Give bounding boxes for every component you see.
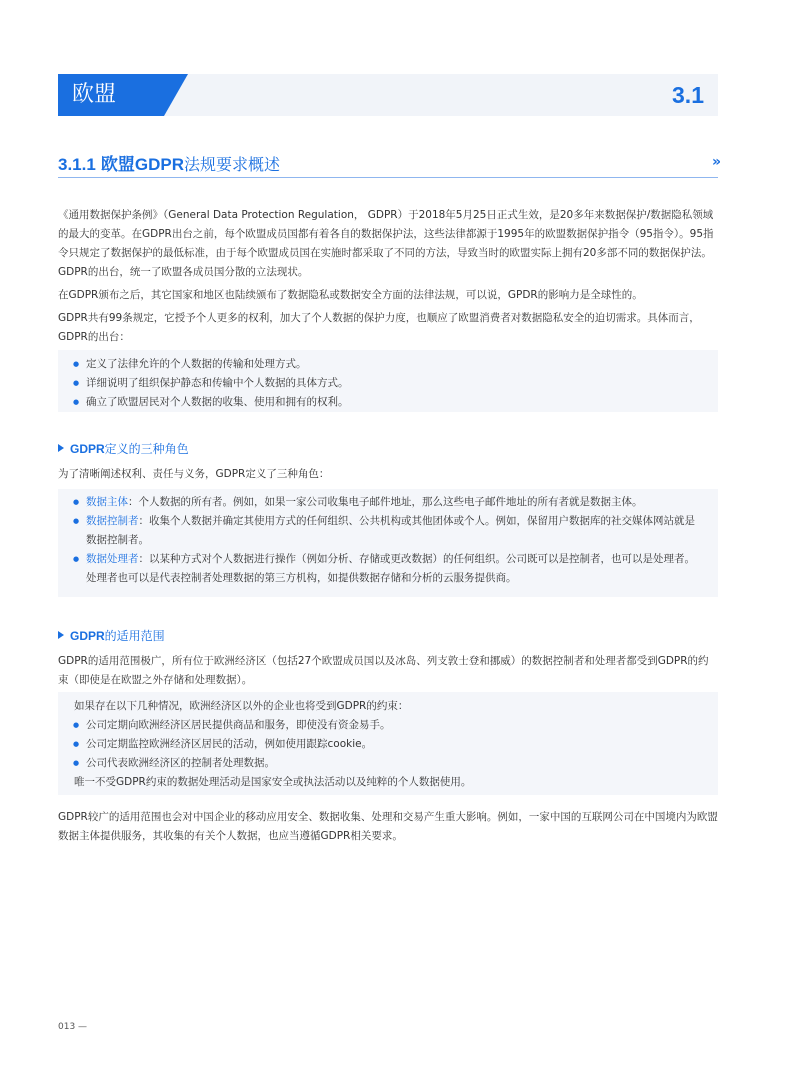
list-item: ● 详细说明了组织保护静态和传输中个人数据的具体方式。	[58, 374, 718, 393]
chevron-right-icon: »	[711, 154, 718, 170]
page-number: 013 —	[58, 1022, 88, 1032]
chapter-header	[58, 74, 718, 116]
triangle-right-icon	[58, 631, 64, 639]
section-title-rest: 法规要求概述	[184, 155, 281, 174]
section-title-bold: 欧盟GDPR	[100, 155, 185, 174]
scope-box	[58, 692, 718, 795]
roles-box	[58, 489, 718, 597]
list-item: ● 公司定期向欧洲经济区居民提供商品和服务，即使没有资金易手。	[58, 716, 718, 735]
role-text: ：收集个人数据并确定其使用方式的任何组织、公共机构或其他团体或个人。例如，保留用户数据库的社交媒体网站就是数据控制者。	[86, 515, 695, 546]
list-item: ● 公司代表欧洲经济区的控制者处理数据。	[58, 754, 718, 773]
section-heading	[58, 150, 718, 178]
intro-paragraph-2: 在GDPR颁布之后，其它国家和地区也陆续颁布了数据隐私或数据安全方面的法律法规，可以说，GPDR的影响力是全球性的。	[58, 289, 643, 301]
triangle-right-icon	[58, 444, 64, 452]
roles-heading	[58, 440, 189, 457]
intro-bullet-box	[58, 350, 718, 412]
chapter-title: 欧盟	[58, 74, 164, 116]
role-term: 数据主体	[86, 496, 128, 508]
list-item: ● 确立了欧盟居民对个人数据的收集、使用和拥有的权利。	[58, 393, 718, 412]
roles-intro: 为了清晰阐述权利、责任与义务，GDPR定义了三种角色：	[58, 468, 330, 480]
scope-box-outro: 唯一不受GDPR约束的数据处理活动是国家安全或执法活动以及纯粹的个人数据使用。	[74, 776, 472, 788]
scope-box-intro: 如果存在以下几种情况，欧洲经济区以外的企业也将受到GDPR的约束：	[74, 700, 409, 712]
closing-paragraph: GDPR较广的适用范围也会对中国企业的移动应用安全、数据收集、处理和交易产生重大影响。例如，一家中国的互联网公司在中国境内为欧盟数据主体提供服务，其收集的有关个人数据，也应当遵循GDPR相关要求。	[58, 811, 718, 842]
scope-heading-rest: 的适用范围	[104, 629, 165, 643]
chapter-number: 3.1	[672, 82, 704, 108]
section-number: 3.1.1	[58, 155, 96, 174]
role-term: 数据处理者	[86, 553, 139, 565]
role-text: ：个人数据的所有者。例如，如果一家公司收集电子邮件地址，那么这些电子邮件地址的所有者就是数据主体。	[128, 496, 643, 508]
list-item: ● 定义了法律允许的个人数据的传输和处理方式。	[58, 355, 718, 374]
list-item: ● 公司定期监控欧洲经济区居民的活动，例如使用跟踪cookie。	[58, 735, 718, 754]
roles-heading-rest: 定义的三种角色	[104, 442, 189, 456]
intro-paragraph-3: GDPR共有99条规定，它授予个人更多的权利，加大了个人数据的保护力度，也顺应了欧盟消费者对数据隐私安全的迫切需求。具体而言，GDPR的出台：	[58, 312, 700, 343]
roles-heading-bold: GDPR	[70, 442, 105, 456]
list-item	[58, 512, 718, 550]
scope-heading	[58, 627, 165, 644]
list-item	[58, 493, 718, 512]
scope-heading-bold: GDPR	[70, 629, 105, 643]
scope-paragraph: GDPR的适用范围极广，所有位于欧洲经济区（包括27个欧盟成员国以及冰岛、列支敦士登和挪威）的数据控制者和处理者都受到GDPR的约束（即使是在欧盟之外存储和处理数据）。	[58, 655, 709, 686]
list-item	[58, 550, 718, 588]
role-text: ：以某种方式对个人数据进行操作（例如分析、存储或更改数据）的任何组织。公司既可以是控制者，也可以是处理者。处理者也可以是代表控制者处理数据的第三方机构，如提供数据存储和分析的云服务提供商。	[86, 553, 695, 584]
intro-paragraph-1: 《通用数据保护条例》（General Data Protection Regulation， GDPR）于2018年5月25日正式生效，是20多年来数据保护/数据隐私领域的最大的变革。在GDPR出台之前，每个欧盟成员国都有着各自的数据保护法，这些法律都源于1995年的欧盟数据保护指令（95指令）。95指令只规定了数据保护的最低标准，由于每个欧盟成员国在实施时都采取了不同的方法，导致当时的欧盟实际上拥有20多部不同的数据保护法。GDPR的出台，统一了欧盟各成员国分散的立法现状。	[58, 209, 714, 278]
role-term: 数据控制者	[86, 515, 139, 527]
